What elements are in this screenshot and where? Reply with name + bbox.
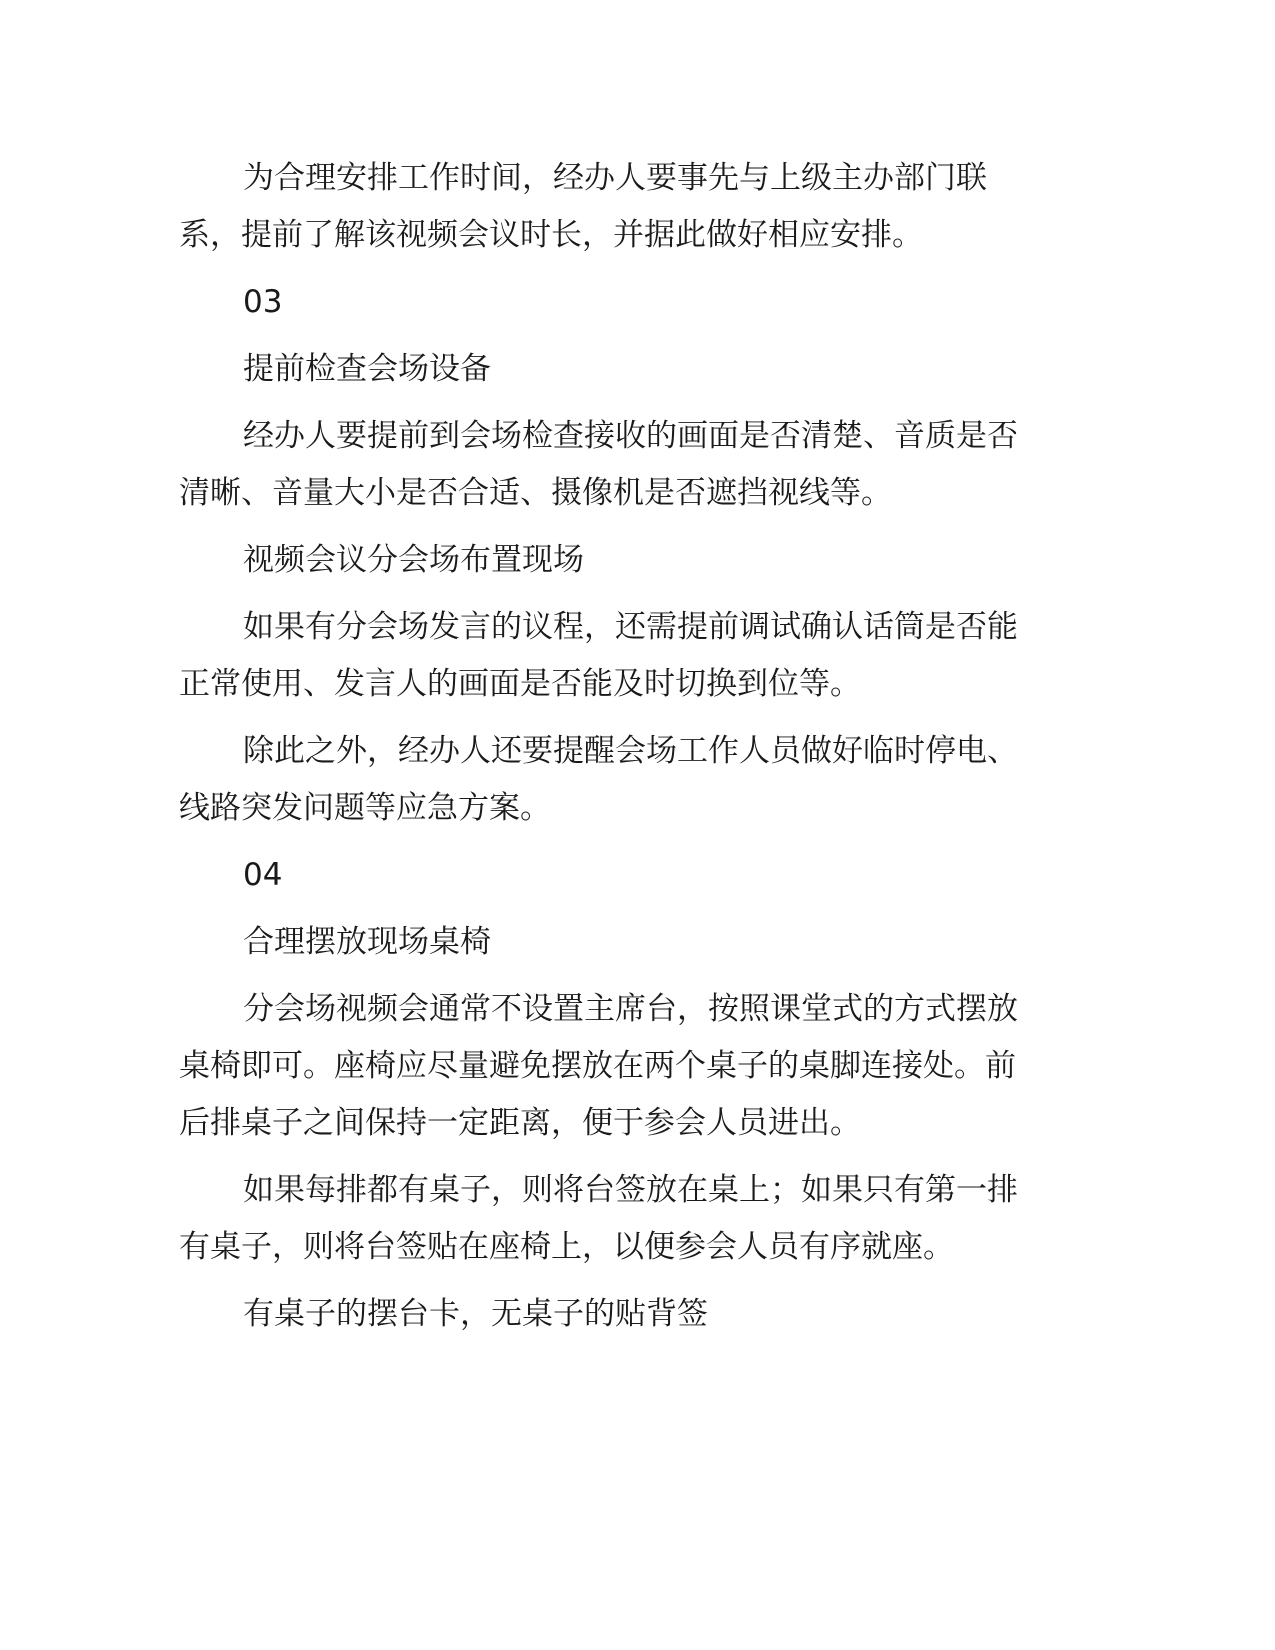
paragraph-classroom-layout: 分会场视频会通常不设置主席台，按照课堂式的方式摆放桌椅即可。座椅应尽量避免摆放在两个桌子的桌脚连接处。前后排桌子之间保持一定距离，便于参会人员进出。 [179, 991, 1018, 1141]
heading-arrange-furniture: 合理摆放现场桌椅 [243, 924, 491, 960]
paragraph-check-equipment: 经办人要提前到会场检查接收的画面是否清楚、音质是否清晰、音量大小是否合适、摄像机是否遮挡视线等。 [179, 418, 1018, 511]
paragraph-name-cards: 如果每排都有桌子，则将台签放在桌上；如果只有第一排有桌子，则将台签贴在座椅上，以便参会人员有序就座。 [179, 1172, 1018, 1265]
document-page [179, 150, 1037, 1353]
paragraph-schedule: 为合理安排工作时间，经办人要事先与上级主办部门联系，提前了解该视频会议时长，并据此做好相应安排。 [179, 160, 987, 253]
section-number-03: 03 [243, 284, 283, 320]
paragraph-emergency-plan: 除此之外，经办人还要提醒会场工作人员做好临时停电、线路突发问题等应急方案。 [179, 733, 1018, 826]
heading-venue-setup: 视频会议分会场布置现场 [243, 542, 584, 578]
section-number-04: 04 [243, 857, 283, 893]
heading-check-equipment: 提前检查会场设备 [243, 351, 491, 387]
paragraph-microphone-test: 如果有分会场发言的议程，还需提前调试确认话筒是否能正常使用、发言人的画面是否能及时切换到位等。 [179, 609, 1018, 702]
paragraph-name-card-caption: 有桌子的摆台卡，无桌子的贴背签 [243, 1296, 708, 1332]
